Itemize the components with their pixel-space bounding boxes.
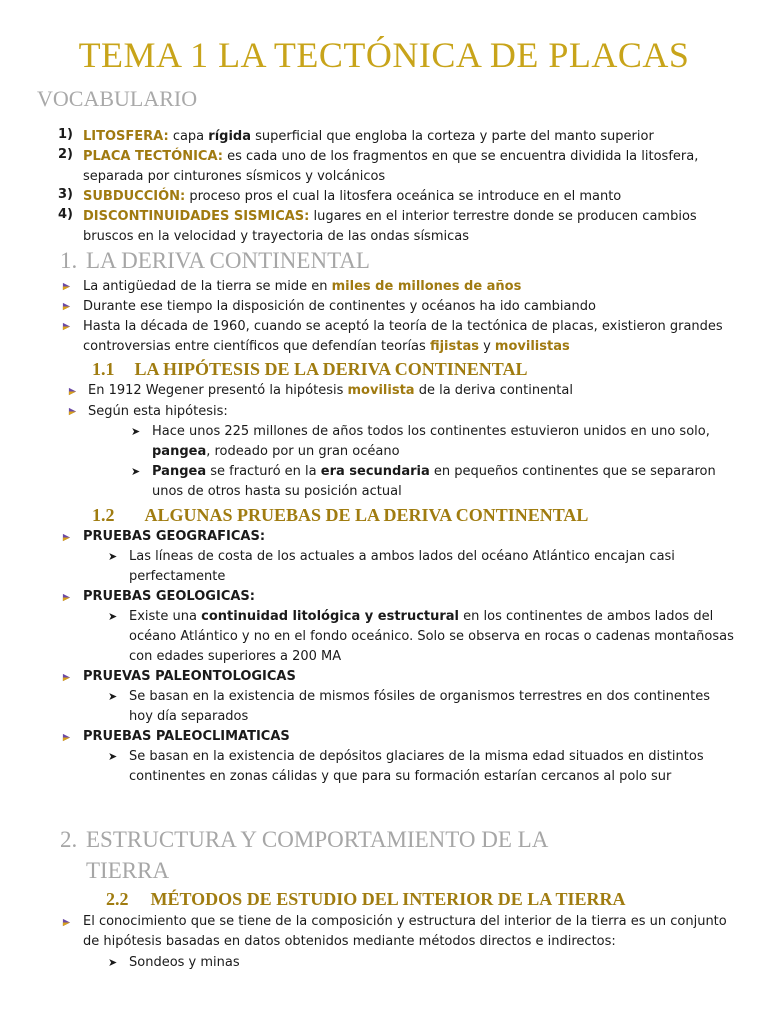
arrow-bullet-icon: ➤ xyxy=(108,690,118,703)
bullet-icon xyxy=(68,407,77,416)
bullet-icon xyxy=(62,733,71,742)
vocab-heading: VOCABULARIO xyxy=(37,86,198,111)
vocab-item-placa: PLACA TECTÓNICA: es cada uno de los fragmentos en que se encuentra dividida la litosfera, xyxy=(83,149,699,164)
vocab-item-litosfera: LITOSFERA: capa rígida superficial que engloba la corteza y parte del manto superior xyxy=(83,129,654,144)
list-number: 4) xyxy=(58,207,73,222)
bullet-icon xyxy=(62,918,71,927)
paragraph: La antigüedad de la tierra se mide en miles de millones de años xyxy=(83,279,522,294)
arrow-bullet-icon: ➤ xyxy=(108,550,118,563)
paragraph: continentes en zonas cálidas y que para su formación estarían cercanos al polo sur xyxy=(129,769,672,784)
bullet-icon xyxy=(68,387,77,396)
vocab-item-discontinuidades: DISCONTINUIDADES SISMICAS: lugares en el interior terrestre donde se producen cambios xyxy=(83,209,697,224)
arrow-bullet-icon: ➤ xyxy=(108,610,118,623)
arrow-bullet-icon: ➤ xyxy=(131,425,141,438)
paragraph: Hasta la década de 1960, cuando se aceptó la teoría de la tectónica de placas, existieron grandes xyxy=(83,319,723,334)
paragraph: Hace unos 225 millones de años todos los continentes estuvieron unidos en uno solo, xyxy=(152,424,710,439)
vocab-term: SUBDUCCIÓN: xyxy=(83,189,186,204)
paragraph: Se basan en la existencia de mismos fósiles de organismos terrestres en dos continentes xyxy=(129,689,711,704)
bullet-icon xyxy=(62,322,71,331)
paragraph: pangea, rodeado por un gran océano xyxy=(152,444,400,459)
section-2-heading: 2. ESTRUCTURA Y COMPORTAMIENTO DE LA xyxy=(60,827,549,852)
page-title: TEMA 1 LA TECTÓNICA DE PLACAS xyxy=(78,35,690,75)
paragraph: Se basan en la existencia de depósitos glaciares de la misma edad situados en distintos xyxy=(129,749,704,764)
paragraph: Sondeos y minas xyxy=(129,955,240,970)
section-2-2-heading: 2.2 MÉTODOS DE ESTUDIO DEL INTERIOR DE LA TIERRA xyxy=(106,889,626,909)
paragraph: con edades superiores a 200 MA xyxy=(129,649,342,664)
vocab-term: LITOSFERA: xyxy=(83,129,169,144)
paragraph: Durante ese tiempo la disposición de continentes y océanos ha ido cambiando xyxy=(83,299,596,314)
arrow-bullet-icon: ➤ xyxy=(131,465,141,478)
paragraph: El conocimiento que se tiene de la composición y estructura del interior de la tierra es un conjunto xyxy=(83,914,727,929)
bullet-icon xyxy=(62,282,71,291)
arrow-bullet-icon: ➤ xyxy=(108,956,118,969)
proof-label: PRUEBAS PALEOCLIMATICAS xyxy=(83,729,290,744)
vocab-term: DISCONTINUIDADES SISMICAS: xyxy=(83,209,310,224)
paragraph: perfectamente xyxy=(129,569,226,584)
proof-label: PRUEVAS PALEONTOLOGICAS xyxy=(83,669,296,684)
paragraph: unos de otros hasta su posición actual xyxy=(152,484,402,499)
bullet-icon xyxy=(62,593,71,602)
bullet-icon xyxy=(62,533,71,542)
proof-label: PRUEBAS GEOGRAFICAS: xyxy=(83,529,266,544)
section-1-2-heading: 1.2 ALGUNAS PRUEBAS DE LA DERIVA CONTINENTAL xyxy=(92,505,589,525)
list-number: 3) xyxy=(58,187,73,202)
paragraph: En 1912 Wegener presentó la hipótesis movilista de la deriva continental xyxy=(88,383,573,398)
paragraph: Las líneas de costa de los actuales a ambos lados del océano Atlántico encajan casi xyxy=(129,549,675,564)
list-number: 1) xyxy=(58,127,73,142)
vocab-item-placa-cont: separada por cinturones sísmicos y volcánicos xyxy=(83,169,386,184)
paragraph: de hipótesis basadas en datos obtenidos mediante métodos directos e indirectos: xyxy=(83,934,616,949)
vocab-item-subduccion: SUBDUCCIÓN: proceso pros el cual la litosfera oceánica se introduce en el manto xyxy=(83,189,622,204)
vocab-term: PLACA TECTÓNICA: xyxy=(83,149,223,164)
paragraph: Según esta hipótesis: xyxy=(88,404,228,419)
paragraph: océano Atlántico y no en el fondo oceánico. Solo se observa en rocas o cadenas montañosas xyxy=(129,629,734,644)
vocab-item-discontinuidades-cont: bruscos en la velocidad y trayectoria de las ondas sísmicas xyxy=(83,229,469,244)
section-2-heading-cont: TIERRA xyxy=(86,858,170,883)
section-1-1-heading: 1.1 LA HIPÓTESIS DE LA DERIVA CONTINENTAL xyxy=(92,359,528,379)
proof-label: PRUEBAS GEOLOGICAS: xyxy=(83,589,255,604)
arrow-bullet-icon: ➤ xyxy=(108,750,118,763)
section-1-heading: 1. LA DERIVA CONTINENTAL xyxy=(60,248,370,273)
paragraph: controversias entre científicos que defendían teorías fijistas y movilistas xyxy=(83,339,570,354)
paragraph: hoy día separados xyxy=(129,709,249,724)
paragraph: Existe una continuidad litológica y estructural en los continentes de ambos lados del xyxy=(129,609,714,624)
list-number: 2) xyxy=(58,147,73,162)
bullet-icon xyxy=(62,673,71,682)
bullet-icon xyxy=(62,302,71,311)
paragraph: Pangea se fracturó en la era secundaria en pequeños continentes que se separaron xyxy=(152,464,716,479)
